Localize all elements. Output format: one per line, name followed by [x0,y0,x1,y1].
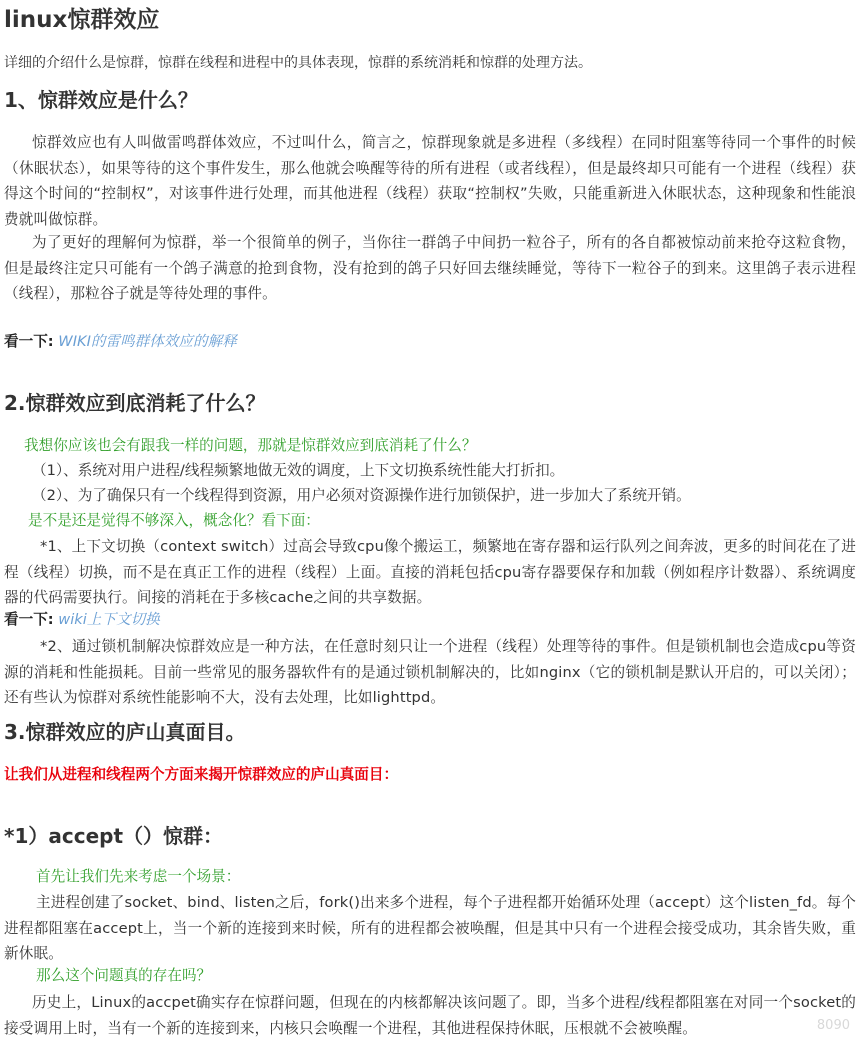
section2-question: 我想你应该也会有跟我一样的问题，那就是惊群效应到底消耗了什么？ [24,437,477,454]
section1-heading: 1、惊群效应是什么？ [4,88,198,112]
article-title: linux惊群效应 [4,7,160,33]
section2-see-also [4,609,160,631]
section2-more: 是不是还是觉得不够深入，概念化？看下面： [28,512,320,529]
watermark: 8090 [816,1018,850,1033]
section3-red-intro: 让我们从进程和线程两个方面来揭开惊群效应的庐山真面目： [4,766,399,783]
section2-item-2: （2）、为了确保只有一个线程得到资源，用户必须对资源操作进行加锁保护，进一步加大了系统开销。 [32,487,691,504]
article-intro: 详细的介绍什么是惊群，惊群在线程和进程中的具体表现，惊群的系统消耗和惊群的处理方法。 [4,55,592,71]
scene-paragraph: 主进程创建了socket、bind、listen之后，fork()出来多个进程，每个子进程都开始循环处理（accept）这个listen_fd。每个进程都阻塞在accept上，当一个新的连接到来时候，所有的进程都会被唤醒，但是其中只有一个进程会接受成功，其余皆失败，重新休眠。 [4,894,856,963]
see-also-label: 看一下: [4,333,54,350]
scene-label: 首先让我们先来考虑一个场景： [36,868,241,885]
see-also-label: 看一下: [4,611,54,628]
section3-heading: 3.惊群效应的庐山真面目。 [4,720,246,744]
wiki-context-switch-link[interactable]: wiki上下文切换 [58,611,160,628]
section2-heading: 2.惊群效应到底消耗了什么？ [4,391,266,415]
section1-paragraph-1: 惊群效应也有人叫做雷鸣群体效应，不过叫什么，简言之，惊群现象就是多进程（多线程）在同时阻塞等待同一个事件的时候（休眠状态），如果等待的这个事件发生，那么他就会唤醒等待的所有进程（或者线程），但是最终却只可能有一个进程（线程）获得这个时间的“控制权”，对该事件进行处理，而其他进程（线程）获取“控制权”失败，只能重新进入休眠状态，这种现象和性能浪费就叫做惊群。 [4,134,856,228]
wiki-thundering-herd-link[interactable]: WIKI的雷鸣群体效应的解释 [58,333,237,350]
section1-see-also [4,331,237,353]
existence-question: 那么这个问题真的存在吗？ [36,967,212,984]
history-paragraph: 历史上，Linux的accpet确实存在惊群问题，但现在的内核都解决该问题了。即，当多个进程/线程都阻塞在对同一个socket的接受调用上时，当有一个新的连接到来，内核只会唤醒一个进程，其他进程保持休眠，压根就不会被唤醒。 [4,994,856,1037]
section1-paragraph-2: 为了更好的理解何为惊群，举一个很简单的例子，当你往一群鸽子中间扔一粒谷子，所有的各自都被惊动前来抢夺这粒食物，但是最终注定只可能有一个鸽子满意的抢到食物，没有抢到的鸽子只好回去继续睡觉，等待下一粒谷子的到来。这里鸽子表示进程（线程），那粒谷子就是等待处理的事件。 [4,234,856,303]
section2-detail-2: *2、通过锁机制解决惊群效应是一种方法，在任意时刻只让一个进程（线程）处理等待的事件。但是锁机制也会造成cpu等资源的消耗和性能损耗。目前一些常见的服务器软件有的是通过锁机制解决的，比如nginx（它的锁机制是默认开启的，可以关闭）；还有些认为惊群对系统性能影响不大，没有去处理，比如lighttpd。 [4,638,856,707]
section2-item-1: （1）、系统对用户进程/线程频繁地做无效的调度，上下文切换系统性能大打折扣。 [32,462,565,479]
accept-subheading: *1）accept（）惊群： [4,824,224,848]
section2-detail-1: *1、上下文切换（context switch）过高会导致cpu像个搬运工，频繁地在寄存器和运行队列之间奔波，更多的时间花在了进程（线程）切换，而不是在真正工作的进程（线程）上面。直接的消耗包括cpu寄存器要保存和加载（例如程序计数器）、系统调度器的代码需要执行。间接的消耗在于多核cache之间的共享数据。 [4,538,856,607]
